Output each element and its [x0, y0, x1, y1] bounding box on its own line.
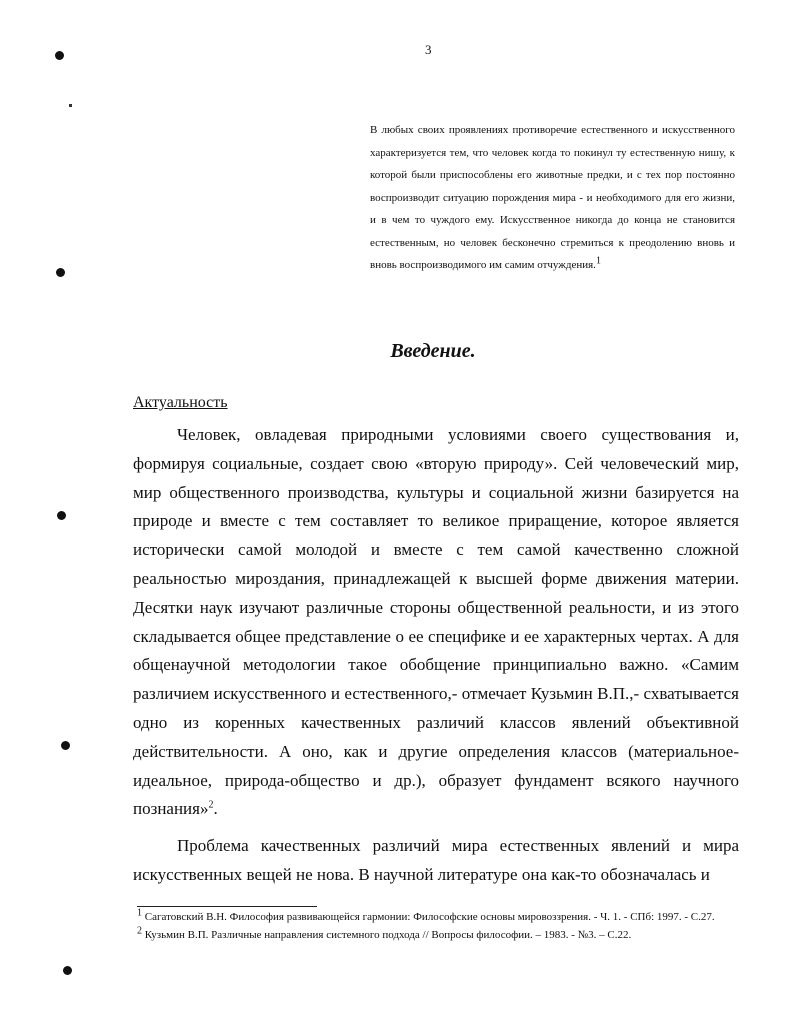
binder-hole-mark — [61, 741, 70, 750]
paragraph: Человек, овладевая природными условиями своего существования и, формируя социальные, создает свою «вторую природу». Сей человеческий мир, мир общественного производства, культуры и социальной жизни базируется на природе и вместе с тем составляет то великое приращение, которое является исторически самой молодой и вместе с тем самой качественно сложной реальностью мироздания, принадлежащей к высшей форме движения материи. Десятки наук изучают различные стороны общественной реальности, и из этого складывается общее представление о ее специфике и ее характерных чертах. А для общенаучной методологии такое обобщение принципиально важно. «Самим различием искусственного и естественного,- отмечает Кузьмин В.П.,- схватывается одно из коренных качественных различий классов явлений объективной действительности. А оно, как и другие определения классов (материальное-идеальное, природа-общество и др.), образует фундамент всякого научного познания»$^2$. — [133, 425, 739, 819]
footnote: $^1$ Сагатовский В.Н. Философия развивающейся гармонии: Философские основы мировоззрения. - Ч. 1. - СПб: 1997. - С.27. — [137, 907, 715, 923]
body-text — [133, 421, 739, 890]
epigraph-text: В любых своих проявлениях противоречие естественного и искусственного характеризуется тем, что человек когда то покинул ту естественную нишу, к которой были приспособлены его животные предки, и с тех пор постоянно воспроизводит ситуацию порождения мира - и необходимого для его жизни, и в чем то чуждого ему. Искусственное никогда до конца не становится естественным, но человек бесконечно стремиться к преодолению вновь и вновь воспроизводимого им самим отчуждения.$^1$ — [370, 124, 735, 271]
footnote-divider — [137, 906, 317, 907]
epigraph — [370, 119, 735, 277]
chapter-heading: Введение. — [390, 340, 476, 362]
binder-hole-mark — [63, 966, 72, 975]
binder-hole-mark — [57, 511, 66, 520]
scan-speck — [69, 104, 72, 107]
footnote-ref: 2 — [208, 799, 214, 811]
footnote: $^2$ Кузьмин В.П. Различные направления системного подхода // Вопросы философии. – 1983. - №3. – С.22. — [137, 925, 632, 941]
footnote-ref: 1 — [595, 255, 601, 267]
footnotes — [137, 907, 742, 946]
page-number: 3 — [425, 42, 432, 57]
paragraph: Проблема качественных различий мира естественных явлений и мира искусственных вещей не нова. В научной литературе она как-то обозначалась и — [133, 836, 739, 884]
binder-hole-mark — [55, 51, 64, 60]
section-label: Актуальность — [133, 394, 228, 411]
binder-hole-mark — [56, 268, 65, 277]
